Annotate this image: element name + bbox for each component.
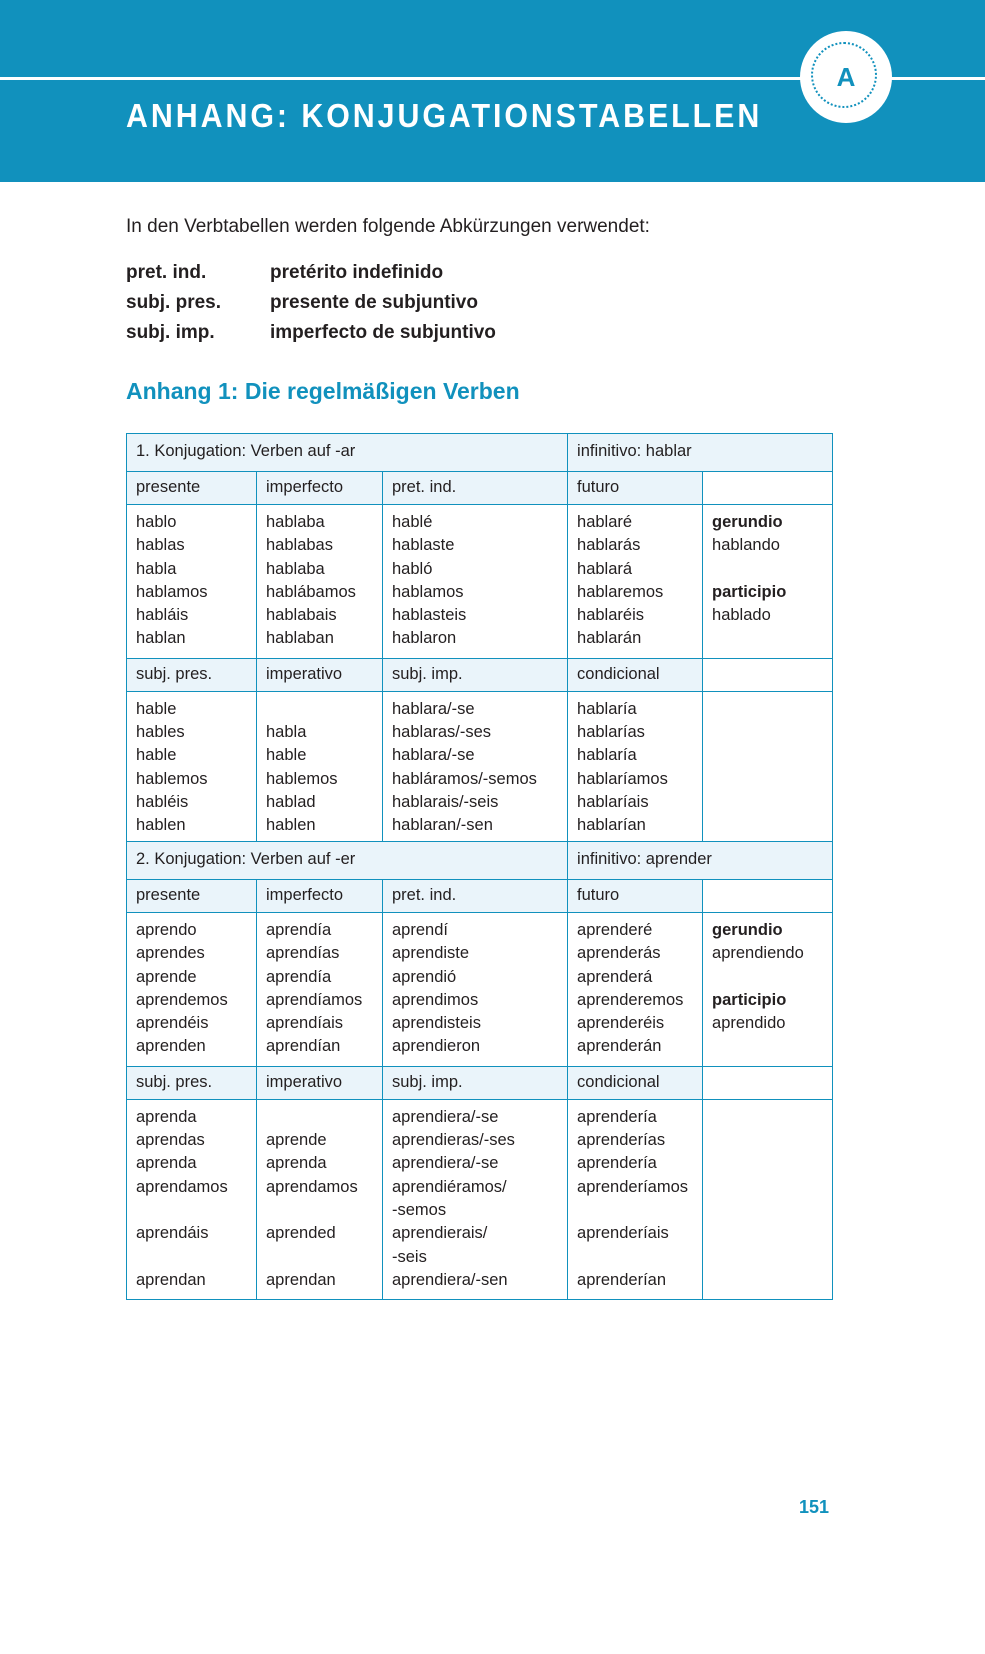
verb-form: aprenderé (577, 921, 653, 939)
table-row-subjunctive-forms (127, 1099, 833, 1299)
verb-form: aprendisteis (392, 1014, 481, 1033)
label-participio: participio (712, 990, 787, 1009)
table-header-row-subjunctive (127, 1066, 833, 1099)
verb-form: hablarías (577, 723, 645, 742)
column-header-presente: presente (127, 880, 257, 913)
verb-form: aprendas (136, 1131, 205, 1150)
verb-form: hablarais/-seis (392, 792, 499, 811)
column-header-subj-pres: subj. pres. (127, 1066, 257, 1099)
badge-letter: A (836, 61, 856, 92)
abbreviation-row (126, 322, 496, 352)
cell-condicional-forms (568, 1099, 703, 1299)
label-gerundio: gerundio (712, 921, 783, 939)
verb-form: aprenderías (577, 1131, 666, 1150)
conjugation-table-hablar (126, 433, 833, 846)
verb-form: habláramos/-semos (392, 769, 537, 788)
verb-form: hablaran/-sen (392, 816, 493, 835)
verb-form: aprendáis (136, 1224, 209, 1243)
cell-presente-forms (127, 505, 257, 659)
page-number: 151 (799, 1497, 830, 1517)
verb-form-gerundio: aprendiendo (712, 944, 804, 963)
verb-form: hablábamos (266, 582, 356, 601)
verb-form: aprendíais (266, 1014, 344, 1033)
verb-form: aprendería (577, 1154, 657, 1173)
page-header-banner (0, 0, 985, 182)
verb-form: hablaras/-ses (392, 723, 492, 742)
page-title: ANHANG: KONJUGATIONSTABELLEN (126, 97, 763, 134)
verb-form: aprenden (136, 1037, 206, 1056)
verb-form: aprenda (136, 1154, 197, 1173)
verb-form: aprenderían (577, 1270, 667, 1289)
abbreviation-short: subj. pres. (126, 292, 222, 313)
appendix-badge (800, 31, 892, 123)
verb-form: hablan (136, 629, 186, 648)
verb-form: hablaríais (577, 792, 649, 811)
verb-form: aprendían (266, 1037, 341, 1056)
section-heading: Anhang 1: Die regelmäßigen Verben (126, 378, 520, 404)
column-header-subj-pres: subj. pres. (127, 658, 257, 691)
verb-form: aprenderíamos (577, 1177, 689, 1196)
verb-form-gerundio: hablando (712, 536, 780, 555)
verb-form-participio: hablado (712, 606, 771, 625)
verb-form: habla (266, 723, 307, 742)
cell-subj-imp-forms (383, 691, 568, 845)
verb-form: habla (136, 559, 177, 578)
abbreviation-long: imperfecto de subjuntivo (270, 322, 496, 343)
column-header-subj-imp: subj. imp. (383, 1066, 568, 1099)
verb-form: hablasteis (392, 606, 467, 625)
table-title: 2. Konjugation: Verben auf -er (127, 842, 568, 880)
table-title-row (127, 434, 833, 472)
verb-form: hablaría (577, 699, 637, 718)
cell-imperfecto-forms (257, 913, 383, 1067)
table-header-row-indicative (127, 880, 833, 913)
abbreviation-row (126, 262, 496, 292)
verb-form: hablaste (392, 536, 455, 555)
abbreviation-long: presente de subjuntivo (270, 292, 478, 313)
verb-form: habló (392, 559, 433, 578)
verb-form: aprendió (392, 967, 457, 986)
verb-form: aprendimos (392, 990, 479, 1009)
cell-condicional-forms (568, 691, 703, 845)
verb-form: aprendan (266, 1270, 336, 1289)
verb-form: aprenderás (577, 944, 661, 963)
verb-form: aprendéis (136, 1014, 209, 1033)
verb-form: aprendes (136, 944, 205, 963)
verb-form-continuation: -seis (392, 1247, 427, 1266)
verb-form: aprendiéramos/ (392, 1177, 507, 1196)
verb-form-continuation: -semos (392, 1200, 447, 1219)
cell-pret-ind-forms (383, 913, 568, 1067)
verb-form: hablad (266, 792, 316, 811)
verb-form: hablara/-se (392, 746, 475, 765)
cell-extra-empty (703, 691, 833, 845)
table-infinitive: infinitivo: aprender (568, 842, 833, 880)
verb-form: hablo (136, 513, 177, 531)
cell-imperativo-forms (257, 691, 383, 845)
verb-form: hablaría (577, 746, 637, 765)
column-header-condicional: condicional (568, 658, 703, 691)
abbreviation-long: pretérito indefinido (270, 262, 444, 283)
verb-form: aprenderemos (577, 990, 684, 1009)
verb-form: aprendan (136, 1270, 206, 1289)
verb-form: hable (136, 746, 177, 765)
column-header-futuro: futuro (568, 472, 703, 505)
table-row-subjunctive-forms (127, 691, 833, 845)
column-header-condicional: condicional (568, 1066, 703, 1099)
verb-form: hablara/-se (392, 699, 475, 718)
cell-imperativo-forms (257, 1099, 383, 1299)
column-header-pret-ind: pret. ind. (383, 880, 568, 913)
cell-presente-forms (127, 913, 257, 1067)
verb-form: aprendíamos (266, 990, 363, 1009)
verb-form: aprendí (392, 921, 448, 939)
column-header-futuro: futuro (568, 880, 703, 913)
cell-pret-ind-forms (383, 505, 568, 659)
verb-form-participio: aprendido (712, 1014, 786, 1033)
verb-form: hablaré (577, 513, 633, 531)
verb-form: hablarán (577, 629, 642, 648)
verb-form: aprendiera/-sen (392, 1270, 508, 1289)
verb-form: hablarían (577, 816, 646, 835)
intro-sentence: In den Verbtabellen werden folgende Abkürzungen verwendet: (126, 216, 650, 237)
abbreviation-row (126, 292, 496, 322)
verb-form: aprenderá (577, 967, 653, 986)
verb-form: hablará (577, 559, 633, 578)
verb-form: hablaron (392, 629, 457, 648)
column-header-imperfecto: imperfecto (257, 880, 383, 913)
abbreviation-list (126, 262, 496, 352)
verb-form: hablaríamos (577, 769, 668, 788)
table-title: 1. Konjugation: Verben auf -ar (127, 434, 568, 472)
cell-futuro-forms (568, 505, 703, 659)
label-participio: participio (712, 582, 787, 601)
column-header-pret-ind: pret. ind. (383, 472, 568, 505)
verb-form: habléis (136, 792, 189, 811)
verb-form: hablabais (266, 606, 337, 625)
cell-subj-pres-forms (127, 691, 257, 845)
table-row-indicative-forms (127, 913, 833, 1067)
cell-futuro-forms (568, 913, 703, 1067)
verb-form: hablaban (266, 629, 334, 648)
verb-form: hablaba (266, 559, 325, 578)
verb-form: hable (266, 746, 307, 765)
verb-form: hablaréis (577, 606, 644, 625)
verb-form: hablaremos (577, 582, 664, 601)
table-title-row (127, 842, 833, 880)
verb-form: aprendías (266, 944, 340, 963)
verb-form: aprenderíais (577, 1224, 669, 1243)
verb-form: hablen (136, 816, 186, 835)
verb-form: hablamos (392, 582, 464, 601)
verb-form: aprenderéis (577, 1014, 665, 1033)
label-gerundio: gerundio (712, 513, 783, 531)
table-row-indicative-forms (127, 505, 833, 659)
verb-form: aprended (266, 1224, 336, 1243)
verb-form: aprendiera/-se (392, 1107, 499, 1126)
verb-form: hablabas (266, 536, 333, 555)
conjugation-table-aprender (126, 841, 833, 1300)
cell-subj-pres-forms (127, 1099, 257, 1299)
verb-form: aprende (266, 1131, 327, 1150)
cell-extra-empty (703, 1099, 833, 1299)
verb-form: hablaba (266, 513, 325, 531)
cell-imperfecto-forms (257, 505, 383, 659)
verb-form: hablas (136, 536, 185, 555)
cell-gerundio-participio (703, 505, 833, 659)
table-header-row-subjunctive (127, 658, 833, 691)
column-header-subj-imp: subj. imp. (383, 658, 568, 691)
verb-form: aprendieras/-ses (392, 1131, 515, 1150)
verb-form: hablemos (266, 769, 338, 788)
cell-subj-imp-forms (383, 1099, 568, 1299)
verb-form: habláis (136, 606, 189, 625)
abbreviation-short: subj. imp. (126, 322, 215, 343)
column-header-imperativo: imperativo (257, 658, 383, 691)
verb-form: aprendamos (266, 1177, 358, 1196)
verb-form: aprenderán (577, 1037, 662, 1056)
verb-form: hablé (392, 513, 433, 531)
verb-form: aprendo (136, 921, 197, 939)
verb-form: hablamos (136, 582, 208, 601)
verb-form: aprendamos (136, 1177, 228, 1196)
verb-form: hablen (266, 816, 316, 835)
verb-form: aprendemos (136, 990, 228, 1009)
verb-form: aprenda (266, 1154, 327, 1173)
verb-form: hablemos (136, 769, 208, 788)
verb-form: hables (136, 723, 185, 742)
verb-form: aprendieron (392, 1037, 481, 1056)
verb-form: aprendía (266, 921, 332, 939)
verb-form: aprende (136, 967, 197, 986)
verb-form: aprendierais/ (392, 1224, 488, 1243)
table-header-row-indicative (127, 472, 833, 505)
verb-form: aprenda (136, 1107, 197, 1126)
cell-gerundio-participio (703, 913, 833, 1067)
verb-form: hablarás (577, 536, 641, 555)
verb-form: hable (136, 699, 177, 718)
table-infinitive: infinitivo: hablar (568, 434, 833, 472)
abbreviation-short: pret. ind. (126, 262, 207, 283)
verb-form: aprendería (577, 1107, 657, 1126)
verb-form: aprendía (266, 967, 332, 986)
verb-form: aprendiste (392, 944, 470, 963)
column-header-presente: presente (127, 472, 257, 505)
column-header-imperativo: imperativo (257, 1066, 383, 1099)
verb-form: aprendiera/-se (392, 1154, 499, 1173)
column-header-imperfecto: imperfecto (257, 472, 383, 505)
